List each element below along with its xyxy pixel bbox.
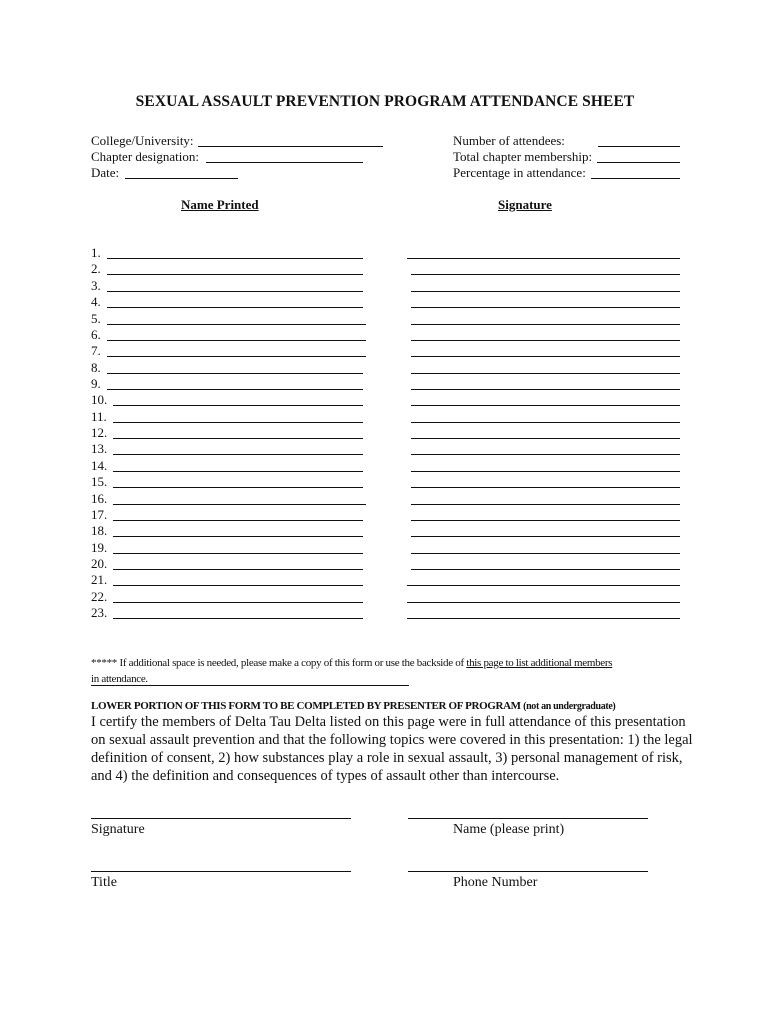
lower-portion-heading — [91, 700, 615, 712]
row-number: 7. — [91, 343, 101, 359]
certify-line: I certify the members of Delta Tau Delta listed on this page were in full attendance of this presentation — [91, 714, 686, 730]
row-number: 16. — [91, 490, 108, 506]
note-text: ***** If additional space is needed, please make a copy of this form or use the backside of — [91, 657, 467, 669]
signature-field[interactable] — [411, 274, 680, 275]
certification-paragraph — [91, 713, 691, 785]
presenter-phone-field[interactable] — [408, 871, 648, 872]
signature-field[interactable] — [411, 471, 680, 472]
title-label: Title — [91, 875, 117, 890]
lower-heading-text: LOWER PORTION OF THIS FORM TO BE COMPLETED BY PRESENTER OF PROGRAM — [91, 700, 521, 712]
row-number: 14. — [91, 457, 108, 473]
signature-field[interactable] — [411, 324, 680, 325]
certify-line: definition of consent, 2) how substances play a role in sexual assault, 3) personal management of risk, — [91, 750, 683, 766]
signature-field[interactable] — [407, 618, 680, 619]
signature-field[interactable] — [411, 307, 680, 308]
row-number: 20. — [91, 556, 108, 571]
signature-field[interactable] — [407, 585, 680, 586]
name-printed-field[interactable] — [107, 389, 363, 390]
signature-field[interactable] — [411, 504, 680, 505]
name-printed-field[interactable] — [113, 405, 363, 406]
date-field[interactable] — [125, 178, 238, 179]
row-number: 2. — [91, 261, 101, 277]
signature-field[interactable] — [411, 405, 680, 406]
phone-number-label: Phone Number — [453, 875, 538, 890]
row-number: 21. — [91, 572, 108, 588]
name-printed-field[interactable] — [113, 553, 363, 554]
presenter-title-field[interactable] — [91, 871, 351, 872]
name-printed-field[interactable] — [113, 422, 363, 423]
signature-label: Signature — [91, 822, 145, 837]
presenter-name-field[interactable] — [408, 818, 648, 819]
chapter-designation-field[interactable] — [206, 162, 363, 163]
name-printed-field[interactable] — [113, 602, 363, 603]
signature-field[interactable] — [411, 487, 680, 488]
row-number: 15. — [91, 474, 108, 490]
name-printed-field[interactable] — [113, 585, 363, 586]
signature-field[interactable] — [407, 602, 680, 603]
note-line-2: in attendance. — [91, 673, 148, 685]
name-printed-field[interactable] — [113, 569, 363, 570]
total-chapter-membership-label: Total chapter membership: — [453, 149, 593, 164]
signature-field[interactable] — [411, 553, 680, 554]
name-printed-field[interactable] — [113, 454, 363, 455]
signature-field[interactable] — [411, 536, 680, 537]
name-printed-field[interactable] — [113, 438, 363, 439]
name-printed-field[interactable] — [107, 324, 366, 325]
row-number: 6. — [91, 326, 101, 342]
row-number: 23. — [91, 605, 108, 621]
name-print-label: Name (please print) — [453, 822, 565, 837]
signature-field[interactable] — [411, 569, 680, 570]
number-of-attendees-label: Number of attendees: — [453, 133, 565, 148]
signature-field[interactable] — [411, 356, 680, 357]
chapter-designation-label: Chapter designation: — [91, 149, 199, 164]
row-number: 3. — [91, 277, 101, 293]
signature-field[interactable] — [411, 520, 680, 521]
name-printed-field[interactable] — [107, 356, 366, 357]
name-printed-field[interactable] — [107, 373, 363, 374]
total-chapter-membership-field[interactable] — [597, 162, 680, 163]
signature-field[interactable] — [411, 373, 680, 374]
row-number: 9. — [91, 376, 101, 391]
college-university-field[interactable] — [198, 146, 383, 147]
college-university-label: College/University: — [91, 133, 194, 148]
row-number: 11. — [91, 408, 107, 424]
certify-line: and 4) the definition and consequences of types of assault other than intercourse. — [91, 768, 560, 784]
name-printed-field[interactable] — [113, 618, 363, 619]
row-number: 19. — [91, 539, 108, 555]
signature-field[interactable] — [411, 454, 680, 455]
row-number: 4. — [91, 294, 101, 310]
row-number: 22. — [91, 588, 108, 604]
name-printed-field[interactable] — [107, 258, 363, 259]
percentage-in-attendance-label: Percentage in attendance: — [453, 165, 586, 180]
signature-field[interactable] — [411, 340, 680, 341]
row-number: 18. — [91, 523, 108, 539]
presenter-signature-field[interactable] — [91, 818, 351, 819]
row-number: 8. — [91, 359, 101, 375]
note-underlined-text: this page to list additional members — [466, 657, 613, 669]
name-printed-field[interactable] — [107, 307, 363, 308]
name-printed-field[interactable] — [107, 274, 363, 275]
lower-heading-note: (not an undergraduate) — [523, 701, 616, 712]
additional-space-note — [91, 657, 612, 669]
signature-field[interactable] — [411, 422, 680, 423]
row-number: 12. — [91, 425, 108, 441]
row-number: 5. — [91, 310, 101, 326]
name-printed-field[interactable] — [113, 504, 366, 505]
name-printed-field[interactable] — [107, 291, 363, 292]
date-label: Date: — [91, 165, 120, 180]
signature-field[interactable] — [411, 389, 680, 390]
signature-field[interactable] — [411, 438, 680, 439]
name-printed-field[interactable] — [113, 471, 363, 472]
number-of-attendees-field[interactable] — [598, 146, 680, 147]
name-printed-field[interactable] — [113, 487, 363, 488]
name-printed-field[interactable] — [113, 536, 363, 537]
name-printed-field[interactable] — [107, 340, 366, 341]
signature-field[interactable] — [411, 291, 680, 292]
percentage-in-attendance-field[interactable] — [591, 178, 680, 179]
page-title: SEXUAL ASSAULT PREVENTION PROGRAM ATTENDANCE SHEET — [135, 93, 635, 110]
row-number: 10. — [91, 392, 108, 408]
note-underline — [91, 685, 409, 686]
certify-line: on sexual assault prevention and that the following topics were covered in this presentation: 1) the legal — [91, 732, 693, 748]
name-printed-heading: Name Printed — [181, 197, 259, 212]
row-number: 17. — [91, 506, 108, 522]
signature-heading: Signature — [498, 197, 552, 212]
name-printed-field[interactable] — [113, 520, 363, 521]
row-number: 1. — [91, 245, 101, 260]
row-number: 13. — [91, 441, 108, 457]
signature-field[interactable] — [407, 258, 680, 259]
